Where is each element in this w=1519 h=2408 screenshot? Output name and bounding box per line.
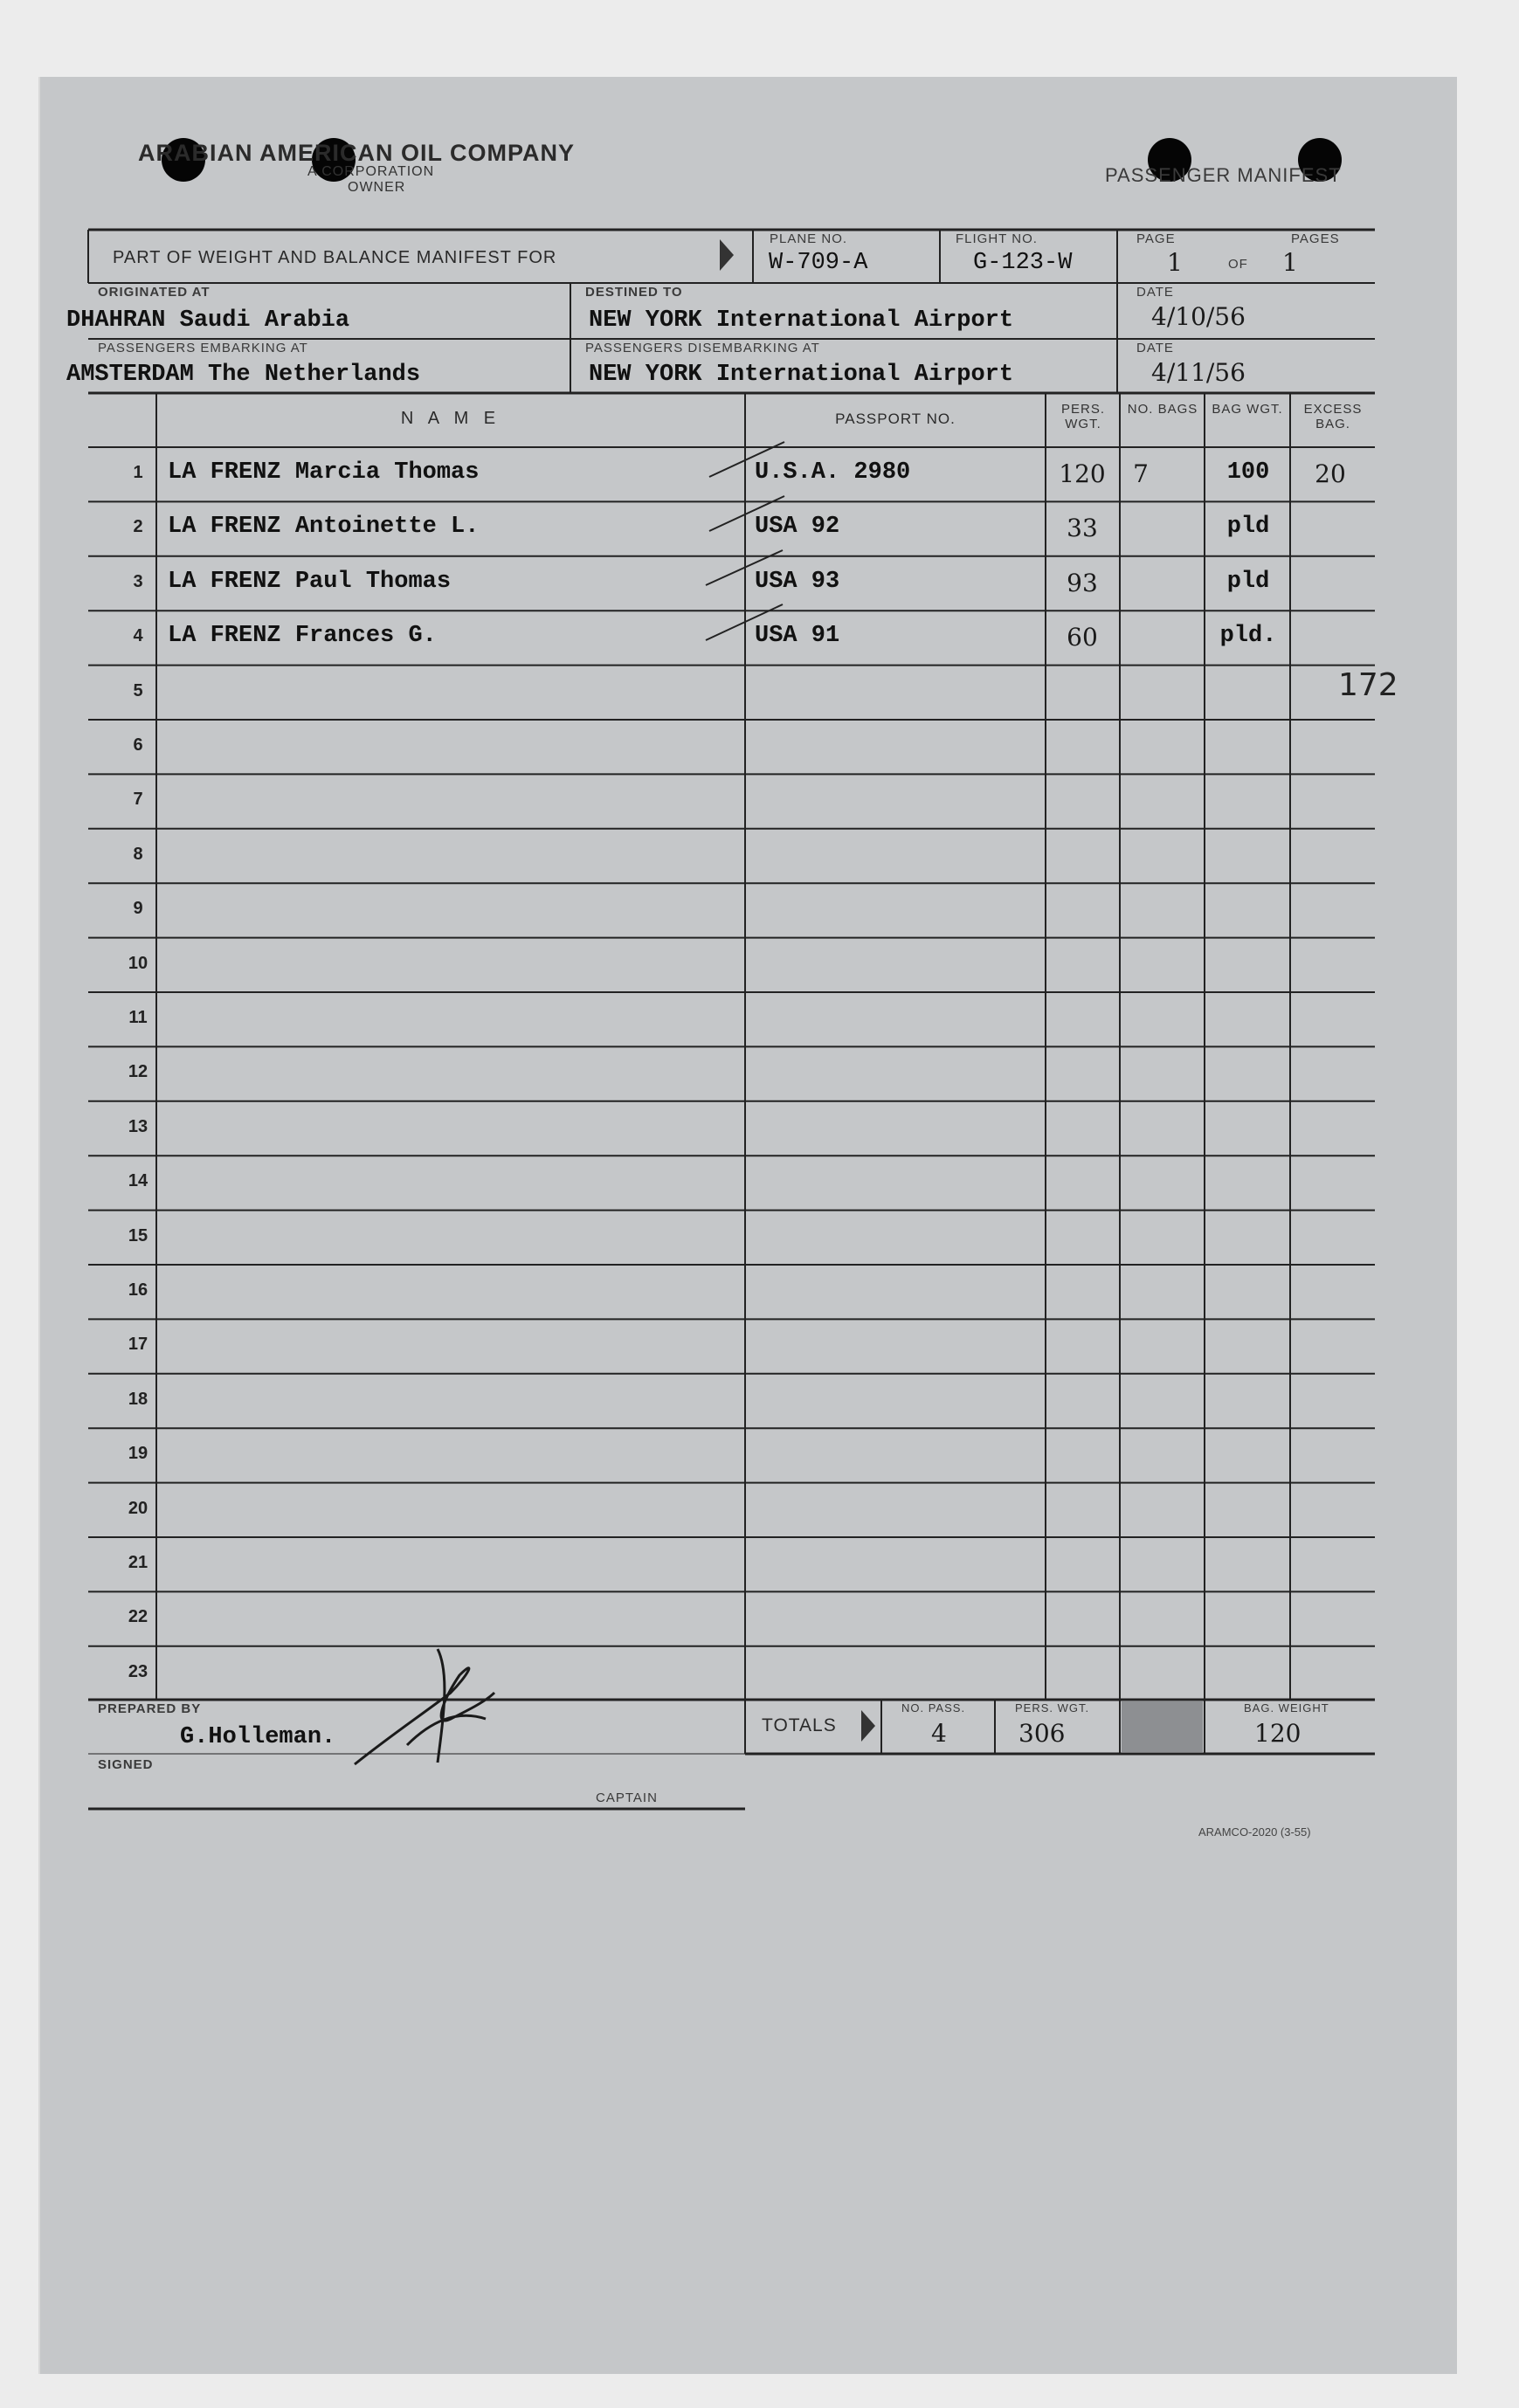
col-header-excess-bag: EXCESS BAG. bbox=[1303, 402, 1363, 431]
part-of-label: PART OF WEIGHT AND BALANCE MANIFEST FOR bbox=[113, 248, 557, 267]
cell-passport: USA 92 bbox=[755, 514, 840, 541]
row-number: 11 bbox=[128, 1008, 148, 1027]
pers-wgt-total-value: 306 bbox=[1018, 1719, 1066, 1748]
row-number: 16 bbox=[128, 1280, 148, 1300]
company-sub-corporation: A CORPORATION bbox=[307, 164, 435, 179]
form-code: ARAMCO-2020 (3-55) bbox=[1198, 1825, 1311, 1839]
cell-passport: U.S.A. 2980 bbox=[755, 459, 911, 486]
cell-passport: USA 91 bbox=[755, 623, 840, 650]
col-header-no-bags: NO. BAGS bbox=[1127, 402, 1198, 417]
pers-wgt-total-label: PERS. WGT. bbox=[1015, 1701, 1090, 1715]
row-number: 1 bbox=[133, 463, 143, 482]
row-number: 20 bbox=[128, 1498, 148, 1518]
row-number: 23 bbox=[128, 1661, 148, 1681]
cell-bag-wgt: pld. bbox=[1219, 623, 1277, 650]
col-header-name: N A M E bbox=[400, 409, 501, 428]
company-sub-owner: OWNER bbox=[348, 180, 406, 195]
bag-weight-value: 120 bbox=[1254, 1719, 1302, 1748]
bag-weight-label: BAG. WEIGHT bbox=[1244, 1701, 1329, 1715]
cell-pers-wgt: 60 bbox=[1067, 623, 1098, 652]
row-number: 9 bbox=[133, 899, 143, 919]
captain-signature bbox=[355, 1649, 494, 1764]
date2-value: 4/11/56 bbox=[1151, 358, 1246, 387]
page-label: PAGE bbox=[1136, 231, 1176, 246]
row-number: 15 bbox=[128, 1225, 148, 1245]
date1-label: DATE bbox=[1136, 285, 1174, 300]
captain-label: CAPTAIN bbox=[596, 1790, 658, 1805]
row-number: 5 bbox=[133, 680, 143, 700]
row-number: 12 bbox=[128, 1062, 148, 1082]
cell-pers-wgt: 93 bbox=[1067, 568, 1098, 597]
plane-no-value: W-709-A bbox=[769, 250, 868, 276]
cell-bag-wgt: pld bbox=[1226, 568, 1270, 595]
manifest-paper bbox=[38, 77, 1457, 2374]
originated-value: DHAHRAN Saudi Arabia bbox=[66, 307, 350, 334]
row-number: 21 bbox=[128, 1553, 148, 1572]
pages-label: PAGES bbox=[1291, 231, 1340, 246]
prepared-by-label: PREPARED BY bbox=[98, 1701, 202, 1716]
row-number: 8 bbox=[133, 844, 143, 864]
row-number: 13 bbox=[128, 1116, 148, 1136]
cell-name: LA FRENZ Antoinette L. bbox=[168, 514, 480, 541]
company-name: ARABIAN AMERICAN OIL COMPANY bbox=[138, 140, 575, 166]
originated-label: ORIGINATED AT bbox=[98, 285, 211, 300]
cell-pers-wgt: 120 bbox=[1059, 459, 1106, 488]
flight-no-value: G-123-W bbox=[973, 250, 1073, 276]
cell-name: LA FRENZ Marcia Thomas bbox=[168, 459, 480, 486]
document-title: PASSENGER MANIFEST bbox=[1105, 164, 1342, 186]
col-header-bag-wgt: BAG WGT. bbox=[1212, 402, 1283, 417]
row-number: 2 bbox=[133, 517, 143, 537]
cell-bag-wgt: 100 bbox=[1226, 459, 1270, 486]
totals-label: TOTALS bbox=[762, 1715, 837, 1735]
col-header-passport: PASSPORT NO. bbox=[835, 411, 956, 427]
row-number: 6 bbox=[133, 735, 143, 755]
embarking-value: AMSTERDAM The Netherlands bbox=[66, 362, 421, 388]
prepared-by-value: G.Holleman. bbox=[180, 1724, 336, 1750]
cell-excess-bag: 20 bbox=[1315, 459, 1346, 488]
no-pass-label: NO. PASS. bbox=[901, 1701, 966, 1715]
row-number: 17 bbox=[128, 1335, 148, 1355]
row-number: 10 bbox=[128, 953, 148, 973]
date2-label: DATE bbox=[1136, 341, 1174, 355]
embarking-label: PASSENGERS EMBARKING AT bbox=[98, 341, 308, 355]
cell-name: LA FRENZ Frances G. bbox=[168, 623, 437, 650]
destined-label: DESTINED TO bbox=[585, 285, 683, 300]
no-pass-value: 4 bbox=[931, 1719, 947, 1748]
row-number: 7 bbox=[133, 790, 143, 810]
disembarking-value: NEW YORK International Airport bbox=[589, 362, 1014, 388]
row-number: 18 bbox=[128, 1389, 148, 1409]
row-number: 14 bbox=[128, 1171, 148, 1191]
cell-name: LA FRENZ Paul Thomas bbox=[168, 568, 452, 595]
row-number: 22 bbox=[128, 1607, 148, 1627]
page-value: 1 bbox=[1167, 248, 1183, 277]
of-label: OF bbox=[1228, 257, 1248, 272]
row-number: 3 bbox=[133, 571, 143, 591]
cell-no-bags: 7 bbox=[1133, 459, 1149, 488]
flight-no-label: FLIGHT NO. bbox=[956, 231, 1038, 246]
row-number: 4 bbox=[133, 626, 143, 646]
cell-bag-wgt: pld bbox=[1226, 514, 1270, 541]
date1-value: 4/10/56 bbox=[1151, 302, 1246, 331]
margin-note: 172 bbox=[1338, 667, 1398, 703]
destined-value: NEW YORK International Airport bbox=[589, 307, 1014, 334]
disembarking-label: PASSENGERS DISEMBARKING AT bbox=[585, 341, 820, 355]
signed-label: SIGNED bbox=[98, 1757, 154, 1772]
cell-passport: USA 93 bbox=[755, 568, 840, 595]
cell-pers-wgt: 33 bbox=[1067, 514, 1098, 543]
pages-value: 1 bbox=[1282, 248, 1298, 277]
col-header-pers-wgt: PERS. WGT. bbox=[1060, 402, 1105, 431]
plane-no-label: PLANE NO. bbox=[770, 231, 848, 246]
row-number: 19 bbox=[128, 1444, 148, 1464]
